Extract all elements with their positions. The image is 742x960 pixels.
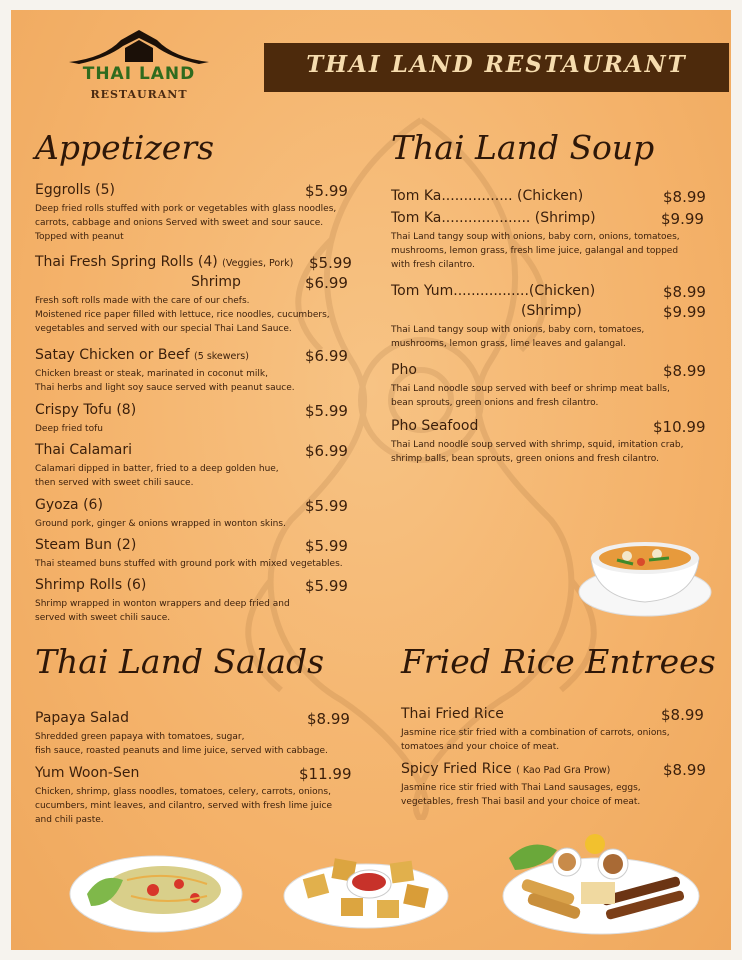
item-price: $5.99 [305, 182, 348, 200]
item-price: $6.99 [305, 442, 348, 460]
item-description: Thai Land noodle soup served with beef or shrimp meat balls, bean sprouts, green onions and fresh cilantro. [391, 384, 670, 408]
item-name: Yum Woon-Sen [35, 765, 140, 781]
item-price: $5.99 [305, 497, 348, 515]
menu-item [35, 497, 375, 531]
item-name: Spicy Fried Rice ( Kao Pad Gra Prow) [401, 761, 611, 777]
item-name: Tom Ka.................... (Shrimp) [391, 210, 596, 226]
fried-rice-title: Fried Rice Entrees [401, 642, 716, 681]
item-description: Deep fried tofu [35, 424, 103, 434]
menu-item [35, 254, 375, 336]
item-description: Thai steamed buns stuffed with ground pork with mixed vegetables. [35, 559, 343, 569]
menu-item [35, 347, 375, 395]
menu-item [391, 362, 721, 410]
satay-platter-image [501, 832, 701, 938]
logo-subtitle: RESTAURANT [90, 88, 188, 101]
header-banner [264, 43, 729, 92]
item-name: Satay Chicken or Beef (5 skewers) [35, 347, 249, 363]
item-note: ( Kao Pad Gra Prow) [516, 765, 611, 776]
item-price: $8.99 [307, 710, 350, 728]
item-description: Chicken, shrimp, glass noodles, tomatoes, celery, carrots, onions, cucumbers, mint leaves, and cilantro, served with fresh lime juice and chili paste. [35, 787, 332, 825]
menu-page [11, 10, 731, 950]
item-name: Thai Fried Rice [401, 706, 504, 722]
menu-item [35, 710, 375, 758]
menu-item [35, 442, 375, 490]
item-name: Gyoza (6) [35, 497, 103, 513]
item-description: Shrimp wrapped in wonton wrappers and deep fried and served with sweet chili sauce. [35, 599, 290, 623]
restaurant-logo [59, 28, 219, 108]
item-price: $5.99 [305, 402, 348, 420]
item-name: Crispy Tofu (8) [35, 402, 137, 418]
item-description: Calamari dipped in batter, fried to a deep golden hue, then served with sweet chili sauce. [35, 464, 279, 488]
menu-item [35, 577, 375, 625]
menu-item [391, 283, 721, 351]
item-name: Tom Yum.................(Chicken) [391, 283, 596, 299]
item-price: $9.99 [661, 210, 704, 228]
item-price: $8.99 [663, 283, 706, 301]
item-name: Tom Ka................ (Chicken) [391, 188, 584, 204]
item-variant-label: Shrimp [191, 274, 241, 290]
logo-name: THAI LAND [82, 64, 196, 84]
item-description: Ground pork, ginger & onions wrapped in wonton skins. [35, 519, 286, 529]
soup-bowl-image [577, 520, 713, 620]
item-name: Eggrolls (5) [35, 182, 115, 198]
menu-item [391, 188, 721, 208]
item-name: Pho [391, 362, 417, 378]
item-price: $5.99 [309, 254, 352, 272]
menu-item [35, 182, 375, 244]
papaya-salad-image [67, 850, 245, 936]
soup-title: Thai Land Soup [391, 128, 655, 167]
item-price: $6.99 [305, 347, 348, 365]
item-price: $8.99 [663, 188, 706, 206]
appetizers-title: Appetizers [35, 128, 215, 167]
item-note: (5 skewers) [194, 351, 249, 362]
menu-item [35, 402, 375, 436]
item-price: $8.99 [661, 706, 704, 724]
item-price: $11.99 [299, 765, 352, 783]
item-description: Deep fried rolls stuffed with pork or vegetables with glass noodles, carrots, cabbage and onions Served with sweet and sour sauce. Topped with peanut [35, 204, 337, 242]
item-description: Thai Land tangy soup with onions, baby corn, tomatoes, mushrooms, lemon grass, lime leaves and galangal. [391, 325, 645, 349]
menu-item [35, 537, 385, 571]
item-description: Thai Land noodle soup served with shrimp, squid, imitation crab, shrimp balls, bean sprouts, green onions and fresh cilantro. [391, 440, 684, 464]
item-price: $10.99 [653, 418, 706, 436]
thai-roof-icon [59, 28, 219, 68]
item-description: Shredded green papaya with tomatoes, sugar, fish sauce, roasted peanuts and lime juice, served with cabbage. [35, 732, 328, 756]
item-variant-price: $9.99 [663, 303, 706, 321]
item-variant-price: $6.99 [305, 274, 348, 292]
item-note: (Veggies, Pork) [222, 258, 294, 269]
crispy-tofu-image [281, 846, 451, 934]
item-price: $8.99 [663, 362, 706, 380]
item-price: $8.99 [663, 761, 706, 779]
item-description: Fresh soft rolls made with the care of our chefs. Moistened rice paper filled with lettuce, rice noodles, cucumbers, vegetables and served with our special Thai Land Sauce. [35, 296, 330, 334]
item-description: Thai Land tangy soup with onions, baby corn, onions, tomatoes, mushrooms, lemon grass, fresh lime juice, galangal and topped with fresh cilantro. [391, 232, 680, 270]
item-variant-label: (Shrimp) [521, 303, 582, 319]
menu-item [391, 418, 721, 466]
menu-item [35, 765, 375, 827]
item-name: Steam Bun (2) [35, 537, 137, 553]
item-price: $5.99 [305, 577, 348, 595]
item-name: Thai Fresh Spring Rolls (4) (Veggies, Pork) [35, 254, 294, 270]
menu-item [401, 761, 721, 809]
item-name: Pho Seafood [391, 418, 479, 434]
item-description: Jasmine rice stir fried with a combination of carrots, onions, tomatoes and your choice of meat. [401, 728, 670, 752]
item-description: Chicken breast or steak, marinated in coconut milk, Thai herbs and light soy sauce served with peanut sauce. [35, 369, 295, 393]
banner-title: THAI LAND RESTAURANT [306, 51, 687, 78]
item-description: Jasmine rice stir fried with Thai Land sausages, eggs, vegetables, fresh Thai basil and your choice of meat. [401, 783, 641, 807]
item-price: $5.99 [305, 537, 348, 555]
salads-title: Thai Land Salads [35, 642, 325, 681]
item-name: Shrimp Rolls (6) [35, 577, 147, 593]
item-name: Papaya Salad [35, 710, 129, 726]
menu-item [391, 210, 721, 272]
menu-item [401, 706, 721, 754]
item-name: Thai Calamari [35, 442, 133, 458]
